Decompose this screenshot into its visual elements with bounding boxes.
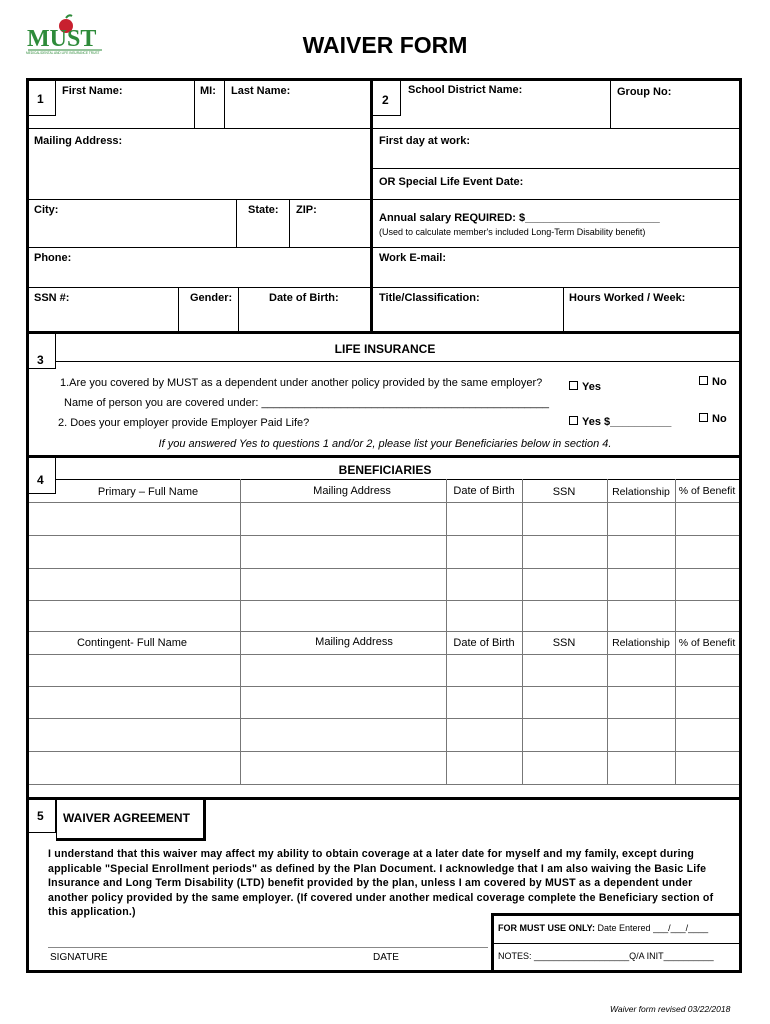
life-insurance-heading: LIFE INSURANCE — [334, 342, 436, 356]
table-row-line — [29, 631, 739, 632]
section2-number: 2 — [382, 93, 389, 107]
table-row-line — [29, 686, 739, 687]
primary-header-relationship: Relationship — [612, 486, 670, 498]
q1-text: 1.Are you covered by MUST as a dependent under another policy provided by the same employer? — [60, 377, 543, 389]
table-row-line — [29, 784, 739, 785]
table-row-line — [29, 535, 739, 536]
primary-header-name: Primary – Full Name — [97, 486, 199, 498]
last-name-label: Last Name: — [231, 85, 291, 97]
table-row-line — [29, 751, 739, 752]
q1-yes-checkbox[interactable] — [569, 381, 578, 390]
page-title: WAIVER FORM — [302, 32, 468, 58]
logo-subtext: MEDICAL/DENTAL AND LIFE INSURANCE TRUST — [26, 51, 100, 55]
waiver-agreement-text: I understand that this waiver may affect my ability to obtain coverage at a later date for myself and my family, except during applicable "Special Enrollment periods" as defined by the Plan Document. I acknowledge that I am also waiving the Basic Life Insurance and Long Term Disability (LTD) benefit provided by the plan, unless I am covered by MUST as a dependent under another policy provided by the same employer. (If covered under another medical coverage complete the Beneficiary section of this application.) — [48, 848, 714, 918]
table-row-line — [29, 600, 739, 601]
dob-label: Date of Birth: — [269, 292, 339, 304]
contingent-header-dob: Date of Birth — [453, 637, 515, 649]
waiver-agreement-heading: WAIVER AGREEMENT — [63, 811, 190, 825]
section4-number: 4 — [37, 473, 44, 487]
q2-no-option[interactable]: No — [699, 413, 727, 425]
primary-header-benefit: % of Benefit — [678, 485, 736, 497]
office-use-label: FOR MUST USE ONLY: — [498, 923, 596, 933]
hours-worked-label: Hours Worked / Week: — [569, 292, 686, 304]
gender-label: Gender: — [190, 292, 233, 304]
table-row-line — [29, 568, 739, 569]
svg-text:MUST: MUST — [27, 26, 97, 52]
beneficiary-note: If you answered Yes to questions 1 and/or 2, please list your Beneficiaries below in section 4. — [158, 438, 612, 450]
salary-label: Annual salary REQUIRED: $______________________ — [379, 212, 660, 224]
q1-name-field[interactable]: Name of person you are covered under: _______________________________________________ — [64, 397, 550, 409]
state-label: State: — [248, 204, 279, 216]
school-district-label: School District Name: — [408, 84, 523, 96]
office-use-date[interactable]: FOR MUST USE ONLY: Date Entered ___/___/____ — [498, 923, 709, 933]
table-row-line — [29, 502, 739, 503]
notes-field[interactable]: NOTES: ___________________Q/A INIT__________ — [498, 951, 714, 961]
mi-label: MI: — [200, 85, 216, 97]
special-event-label: OR Special Life Event Date: — [379, 176, 524, 188]
contingent-header-relationship: Relationship — [612, 637, 670, 649]
q2-no-checkbox[interactable] — [699, 413, 708, 422]
contingent-header-address: Mailing Address — [315, 636, 393, 648]
primary-header-dob: Date of Birth — [453, 485, 515, 497]
salary-note: (Used to calculate member's included Long-Term Disability benefit) — [379, 227, 646, 237]
q2-yes-option[interactable]: Yes $__________ — [569, 416, 671, 428]
title-classification-label: Title/Classification: — [379, 292, 480, 304]
revision-footer: Waiver form revised 03/22/2018 — [610, 1004, 731, 1014]
phone-label: Phone: — [34, 252, 72, 264]
primary-header-ssn: SSN — [552, 486, 576, 498]
section1-number: 1 — [37, 92, 44, 106]
signature-label: SIGNATURE — [50, 952, 108, 963]
work-email-label: Work E-mail: — [379, 252, 447, 264]
date-label: DATE — [373, 952, 399, 963]
q2-text: 2. Does your employer provide Employer Paid Life? — [58, 417, 310, 429]
city-label: City: — [34, 204, 59, 216]
first-day-label: First day at work: — [379, 135, 471, 147]
q1-no-checkbox[interactable] — [699, 376, 708, 385]
first-name-label: First Name: — [62, 85, 123, 97]
contingent-header-benefit: % of Benefit — [678, 637, 736, 649]
contingent-header-name: Contingent- Full Name — [76, 637, 188, 649]
section5-number: 5 — [37, 809, 44, 823]
zip-label: ZIP: — [296, 204, 317, 216]
q1-yes-option[interactable]: Yes — [569, 381, 601, 393]
q1-no-option[interactable]: No — [699, 376, 727, 388]
section3-number: 3 — [37, 353, 44, 367]
table-row-line — [29, 654, 739, 655]
beneficiaries-heading: BENEFICIARIES — [338, 463, 432, 477]
mailing-address-label: Mailing Address: — [34, 135, 123, 147]
table-row-line — [29, 718, 739, 719]
contingent-header-ssn: SSN — [552, 637, 576, 649]
primary-header-address: Mailing Address — [313, 485, 391, 497]
group-no-label: Group No: — [617, 86, 672, 98]
q2-yes-checkbox[interactable] — [569, 416, 578, 425]
ssn-label: SSN #: — [34, 292, 70, 304]
